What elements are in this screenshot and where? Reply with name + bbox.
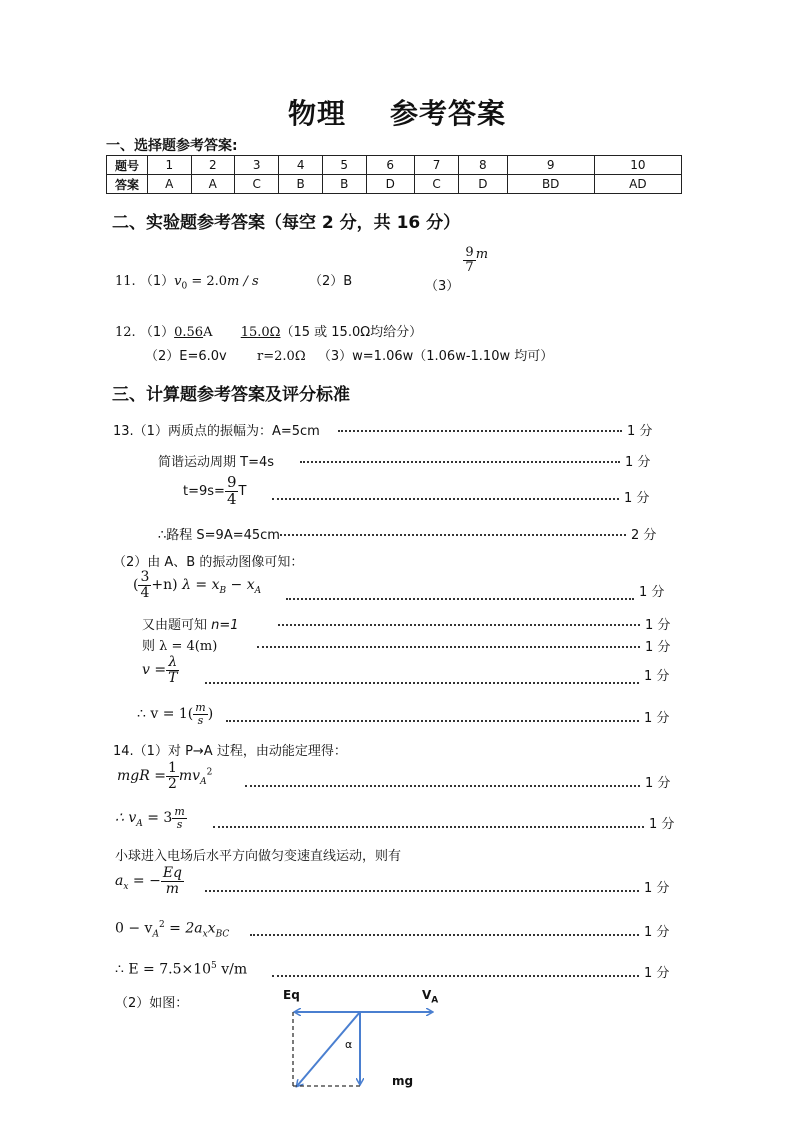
q14-score7: 1 分 <box>644 966 670 981</box>
q11-part2: （2）B <box>308 274 353 289</box>
frac-den: s <box>197 713 204 727</box>
q13-line9 <box>142 655 179 685</box>
dot-leader <box>205 682 639 684</box>
dot-leader <box>272 975 639 977</box>
q11-label: 11. <box>115 274 136 289</box>
table-cell: 9 <box>507 156 594 175</box>
q11-frac-den: 7 <box>465 259 474 275</box>
q14-line8: （2）如图： <box>115 996 189 1011</box>
q12-part3: （3）w=1.06w（1.06w-1.10w 均可） <box>317 349 554 364</box>
dot-leader <box>338 430 622 432</box>
label-va <box>422 988 438 1005</box>
dot-leader <box>272 498 619 500</box>
q14-l2-pre: mgR = <box>117 768 166 785</box>
q12-answer2: 15.0Ω <box>240 325 281 340</box>
q13-score3: 1 分 <box>624 491 650 506</box>
q14-score2: 1 分 <box>645 776 671 791</box>
q13-score1: 1 分 <box>627 424 653 439</box>
q13-line7 <box>142 614 239 633</box>
sub-a: A <box>254 585 262 596</box>
q14-line5 <box>115 866 184 896</box>
sup-5: 5 <box>211 961 217 971</box>
q13-l6-eq: λ = x <box>182 577 220 594</box>
q12-row1 <box>115 321 422 340</box>
q13-l7: 又由题可知 <box>142 618 208 633</box>
q13-line4: ∴路程 S=9A=45cm <box>158 528 280 543</box>
dot-leader <box>245 785 640 787</box>
q12-part1: （1） <box>139 325 175 340</box>
q13-line8: 则 λ = 4(m) <box>142 639 218 654</box>
title-name: 参考答案 <box>390 97 507 130</box>
paren: ( <box>133 577 139 594</box>
table-cell: 10 <box>594 156 681 175</box>
dot-leader <box>250 934 639 936</box>
q14-score3: 1 分 <box>649 817 675 832</box>
section1-heading: 一、选择题参考答案: <box>106 138 238 154</box>
q13-line1: 13.（1）两质点的振幅为：A=5cm <box>113 424 320 439</box>
table-cell: B <box>322 175 366 194</box>
q13-score10: 1 分 <box>644 711 670 726</box>
table-cell: 8 <box>459 156 507 175</box>
q11-part3-label: （3） <box>425 278 460 294</box>
q11-var-sub: 0 <box>181 281 188 292</box>
sub-a: A <box>200 776 207 787</box>
q13-line2: 简谐运动周期 T=4s <box>158 455 275 470</box>
q13-score4: 2 分 <box>631 528 657 543</box>
answer-table <box>106 155 682 194</box>
q11-row <box>115 270 352 292</box>
q11-part1: （1） <box>139 274 175 289</box>
q13-line10 <box>137 702 213 726</box>
label-alpha: α <box>345 1038 353 1051</box>
table-cell: C <box>414 175 458 194</box>
q12-answer1: 0.56 <box>174 325 204 340</box>
q11-value: = 2.0 <box>191 274 228 289</box>
q13-l3-pre: t=9s= <box>183 483 225 499</box>
frac-den: 4 <box>226 489 237 508</box>
dot-leader <box>286 598 634 600</box>
section3-heading: 三、计算题参考答案及评分标准 <box>112 385 350 405</box>
table-cell: 7 <box>414 156 458 175</box>
q13-score6: 1 分 <box>639 585 665 600</box>
label-eq: Eq <box>283 988 300 1002</box>
dot-leader <box>278 624 640 626</box>
sub-x: x <box>123 881 129 892</box>
label-va-text: V <box>422 988 432 1002</box>
row-label-answer: 答案 <box>107 175 148 194</box>
dot-leader <box>213 826 644 828</box>
q14-l6-mid: = 2a <box>164 920 203 937</box>
q12-row2 <box>145 345 553 364</box>
table-cell: 1 <box>148 156 192 175</box>
label-mg: mg <box>392 1074 414 1088</box>
row-label-number: 题号 <box>107 156 148 175</box>
frac-den: 4 <box>140 584 150 601</box>
frac-num: λ <box>168 654 178 670</box>
q13-l7-n: n=1 <box>211 618 239 633</box>
dot-leader <box>257 646 640 648</box>
q14-line6 <box>115 920 229 939</box>
q14-line7 <box>115 961 247 978</box>
table-cell: AD <box>594 175 681 194</box>
q13-l6-minus: − x <box>226 577 255 594</box>
q13-score2: 1 分 <box>625 455 651 470</box>
q13-score7: 1 分 <box>645 618 671 633</box>
frac-num: Eq <box>162 865 182 881</box>
q11-frac-num: 9 <box>465 245 474 260</box>
frac-den: m <box>165 880 180 897</box>
frac-den: T <box>168 669 178 686</box>
q11-unit: m / s <box>227 274 259 289</box>
table-cell: 2 <box>191 156 235 175</box>
sub-bc: BC <box>215 929 230 940</box>
q14-l3-pre: ∴ v <box>115 810 137 827</box>
q13-l9-pre: v = <box>142 662 167 679</box>
q13-line6 <box>133 570 261 600</box>
q14-l7: ∴ E = 7.5×10 <box>115 961 212 978</box>
q11-part3 <box>425 245 489 294</box>
q14-line3 <box>115 806 187 830</box>
table-cell: B <box>279 175 323 194</box>
page-title <box>0 92 794 132</box>
q13-l3-post: T <box>238 483 247 499</box>
frac-num: 3 <box>140 569 150 585</box>
force-diagram <box>270 980 470 1095</box>
sub-b: B <box>219 585 227 596</box>
q13-l10-post: ) <box>207 706 214 723</box>
table-cell: 6 <box>366 156 414 175</box>
section2-heading: 二、实验题参考答案（每空 2 分，共 16 分） <box>112 213 461 233</box>
title-subject: 物理 <box>287 97 346 130</box>
table-cell: C <box>235 175 279 194</box>
table-cell: A <box>148 175 192 194</box>
q14-line4: 小球进入电场后水平方向做匀变速直线运动，则有 <box>115 849 402 864</box>
q14-l5-pre: a <box>115 873 124 890</box>
q11-var: v <box>174 274 182 289</box>
q14-l7-unit: v/m <box>216 961 248 978</box>
table-cell: 5 <box>322 156 366 175</box>
q13-line3 <box>183 475 246 508</box>
q14-l6-pre: 0 − v <box>115 920 153 937</box>
q14-l6-x: x <box>207 920 216 937</box>
sup-2: 2 <box>158 920 165 930</box>
dot-leader <box>280 534 626 536</box>
frac-den: 2 <box>167 775 177 792</box>
q14-l2-post: mv <box>178 768 201 785</box>
q13-score8: 1 分 <box>645 640 671 655</box>
q12-note1: （15 或 15.0Ω均给分） <box>280 325 423 340</box>
frac-num: m <box>174 805 185 818</box>
q13-line5: （2）由 A、B 的振动图像可知： <box>113 555 304 570</box>
q14-line2 <box>117 761 212 791</box>
table-cell: D <box>366 175 414 194</box>
q14-l3-mid: = 3 <box>142 810 173 827</box>
q11-fraction <box>463 246 475 274</box>
table-cell: 3 <box>235 156 279 175</box>
q14-score5: 1 分 <box>644 881 670 896</box>
q14-line1: 14.（1）对 P→A 过程，由动能定理得： <box>113 744 347 759</box>
q12-r: r=2.0Ω <box>257 349 306 364</box>
table-cell: A <box>191 175 235 194</box>
q13-l6-mid: +n) <box>151 577 178 594</box>
dot-leader <box>205 890 639 892</box>
q12-part2: （2）E=6.0v <box>145 349 227 364</box>
table-cell: D <box>459 175 507 194</box>
table-row-answers <box>107 175 682 194</box>
frac-num: 1 <box>167 760 177 776</box>
q13-score9: 1 分 <box>644 669 670 684</box>
sub-a: A <box>136 818 143 829</box>
label-va-sub: A <box>431 995 439 1006</box>
sup-2: 2 <box>206 767 213 778</box>
sub-a: A <box>152 929 159 940</box>
dot-leader <box>300 461 620 463</box>
frac-num: 9 <box>226 473 237 491</box>
sub-x: x <box>202 929 208 940</box>
q14-score6: 1 分 <box>644 925 670 940</box>
q12-label: 12. <box>115 325 136 340</box>
q13-l10-pre: ∴ v = 1( <box>137 706 194 723</box>
table-cell: BD <box>507 175 594 194</box>
table-row-numbers <box>107 156 682 175</box>
table-cell: 4 <box>279 156 323 175</box>
q11-frac-var: m <box>475 246 489 262</box>
q14-l5-mid: = − <box>128 873 161 890</box>
frac-num: m <box>195 701 206 714</box>
dot-leader <box>226 720 639 722</box>
q12-answer1-unit: A <box>203 325 213 340</box>
frac-den: s <box>176 817 183 831</box>
